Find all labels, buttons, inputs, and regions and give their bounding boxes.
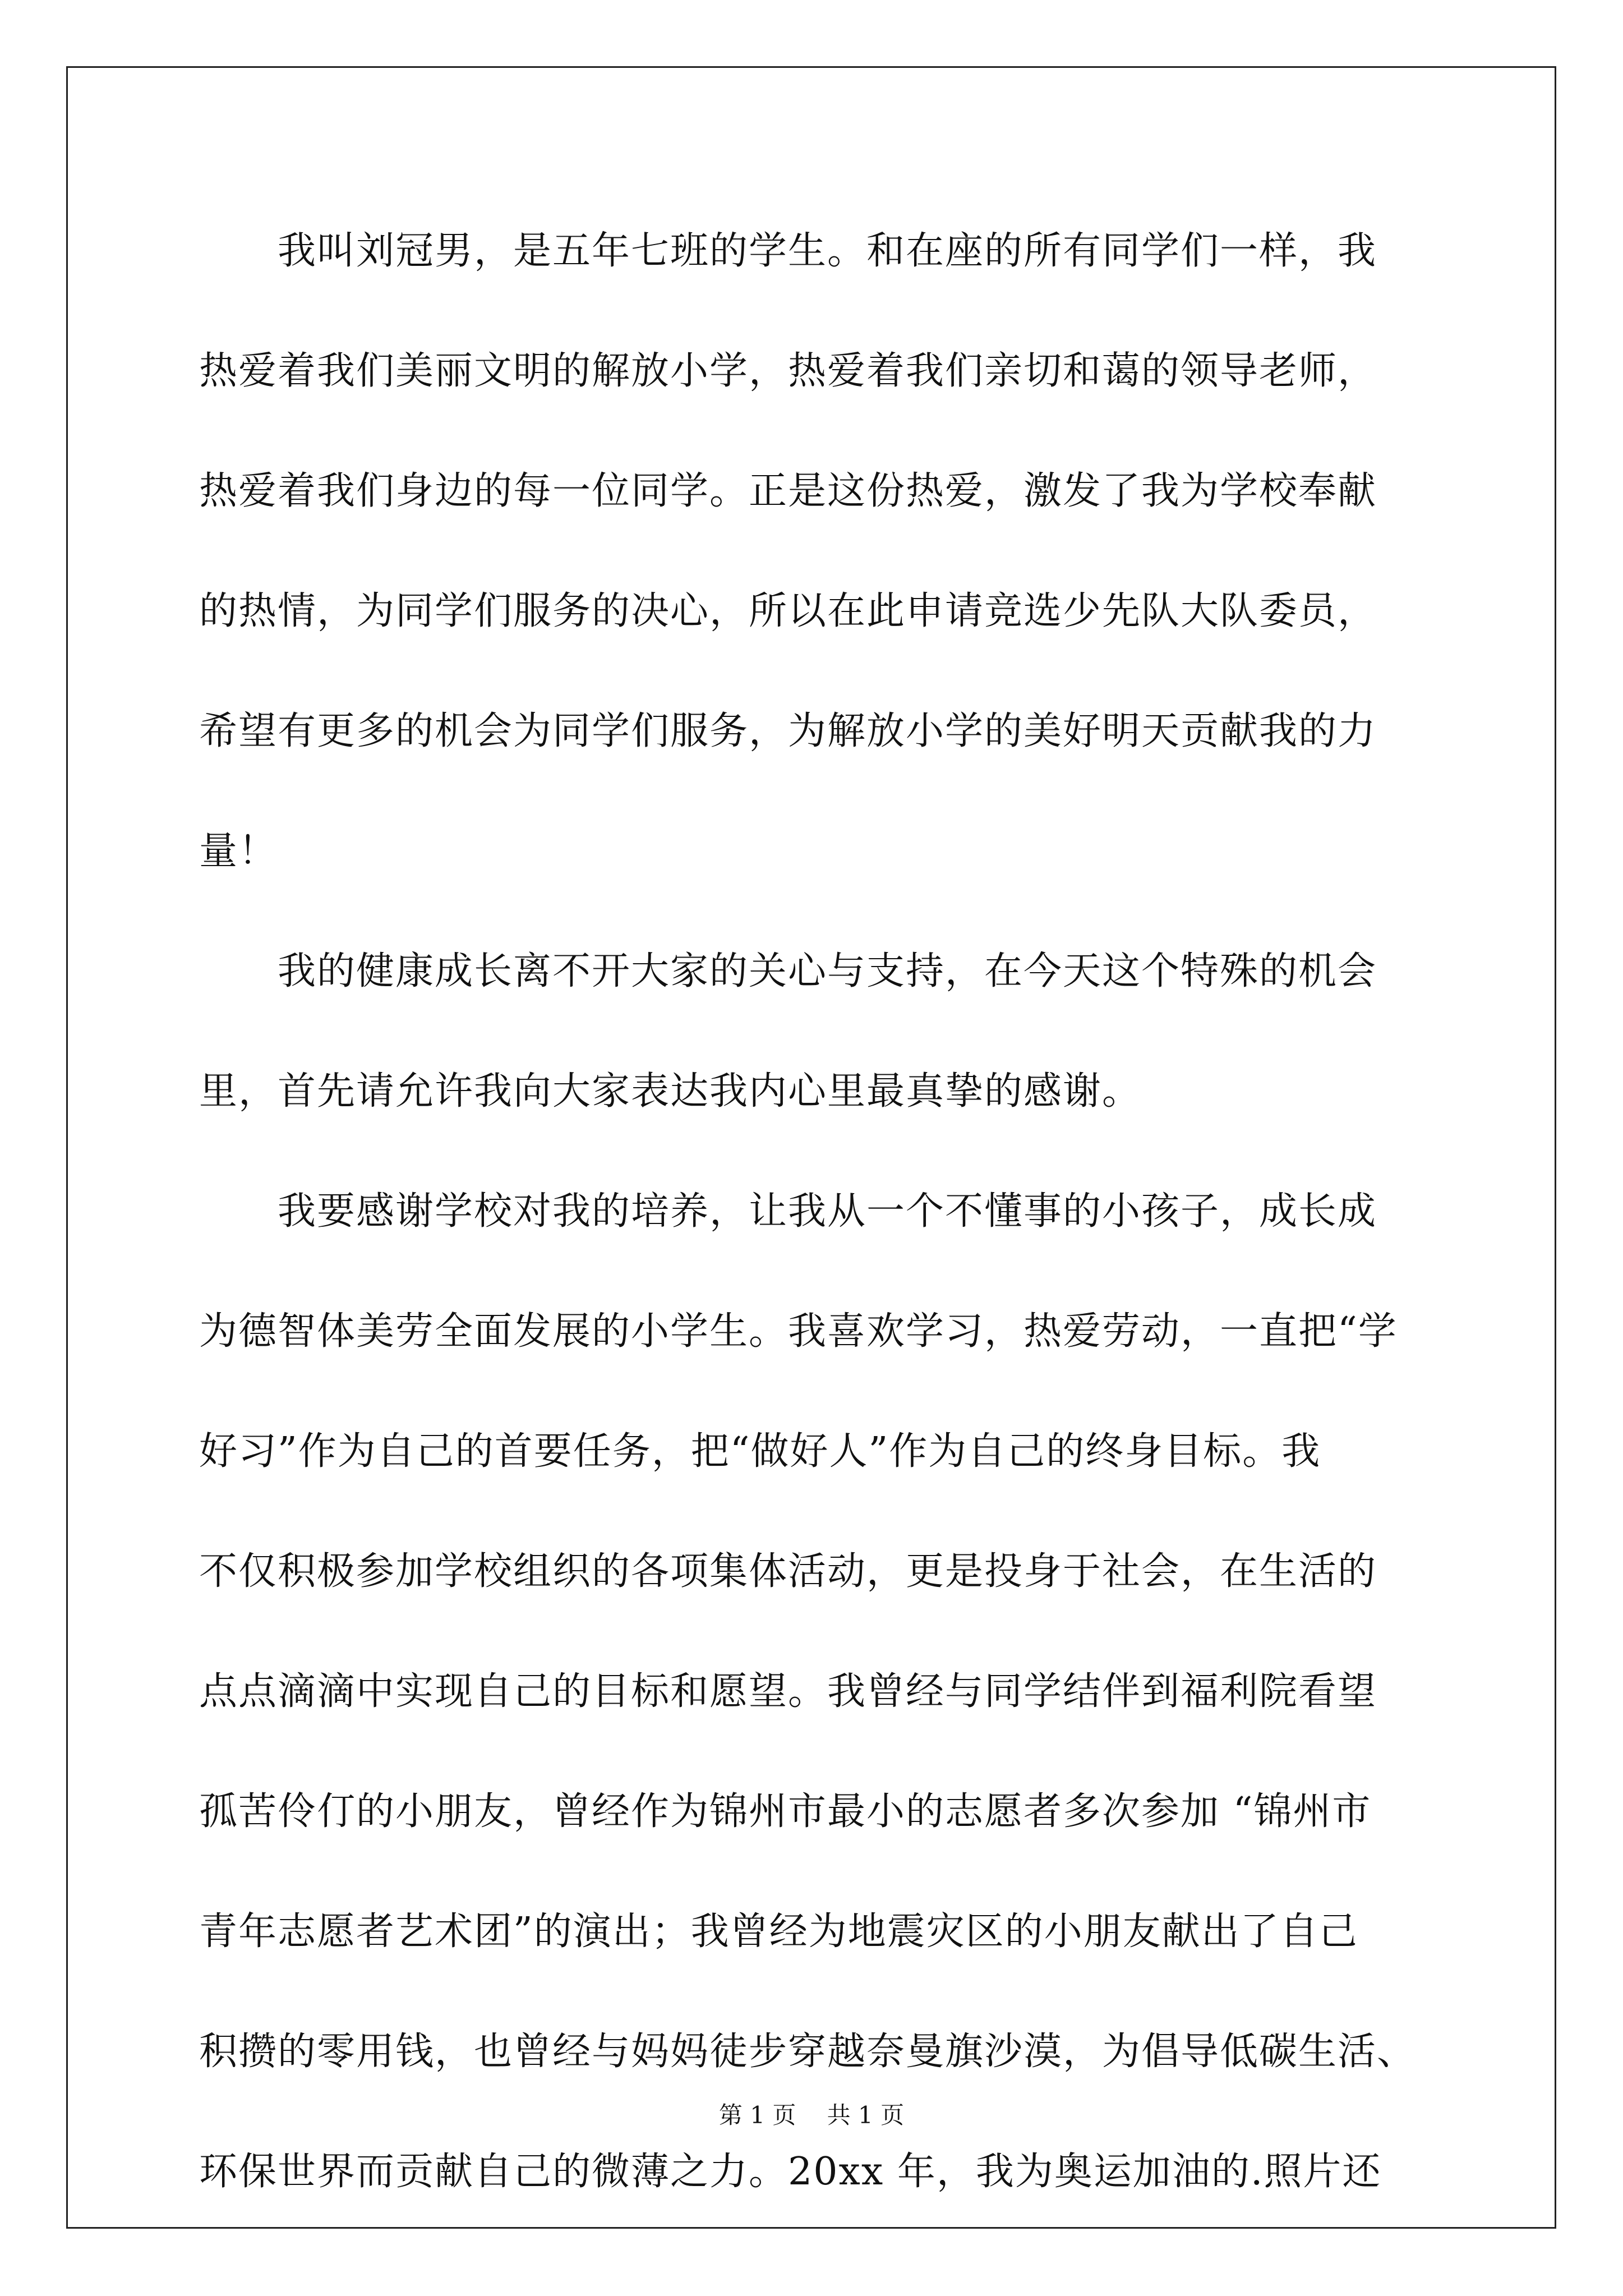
body-text bbox=[199, 218, 1450, 2258]
text-line: 量！ bbox=[199, 829, 278, 873]
text-line: 我要感谢学校对我的培养，让我从一个不懂事的小孩子，成长成 bbox=[199, 1189, 1377, 1234]
text-line: 热爱着我们美丽文明的解放小学，热爱着我们亲切和蔼的领导老师， bbox=[199, 349, 1377, 393]
text-line: 热爱着我们身边的每一位同学。正是这份热爱，激发了我为学校奉献 bbox=[199, 469, 1377, 513]
text-line: 点点滴滴中实现自己的目标和愿望。我曾经与同学结伴到福利院看望 bbox=[199, 1669, 1377, 1714]
text-line: 我叫刘冠男，是五年七班的学生。和在座的所有同学们一样，我 bbox=[199, 229, 1377, 273]
text-line: 的热情，为同学们服务的决心，所以在此申请竞选少先队大队委员， bbox=[199, 589, 1377, 633]
text-line: 青年志愿者艺术团”的演出；我曾经为地震灾区的小朋友献出了自己 bbox=[199, 1910, 1358, 1954]
text-line: 里，首先请允许我向大家表达我内心里最真挚的感谢。 bbox=[199, 1069, 1142, 1114]
text-line: 为德智体美劳全面发展的小学生。我喜欢学习，热爱劳动，一直把“学 bbox=[199, 1309, 1398, 1354]
page-footer: 第 1 页 共 1 页 bbox=[718, 2101, 905, 2129]
text-line: 我的健康成长离不开大家的关心与支持，在今天这个特殊的机会 bbox=[199, 949, 1377, 993]
text-line: 希望有更多的机会为同学们服务，为解放小学的美好明天贡献我的力 bbox=[199, 709, 1377, 753]
text-line: 积攒的零用钱，也曾经与妈妈徒步穿越奈曼旗沙漠，为倡导低碳生活、 bbox=[199, 2030, 1417, 2074]
text-line: 孤苦伶仃的小朋友，曾经作为锦州市最小的志愿者多次参加 “锦州市 bbox=[199, 1789, 1372, 1834]
text-line: 不仅积极参加学校组织的各项集体活动，更是投身于社会，在生活的 bbox=[199, 1549, 1377, 1594]
text-line: 好习”作为自己的首要任务，把“做好人”作为自己的终身目标。我 bbox=[199, 1429, 1321, 1474]
text-line: 环保世界而贡献自己的微薄之力。20xx 年，我为奥运加油的.照片还 bbox=[199, 2150, 1382, 2194]
